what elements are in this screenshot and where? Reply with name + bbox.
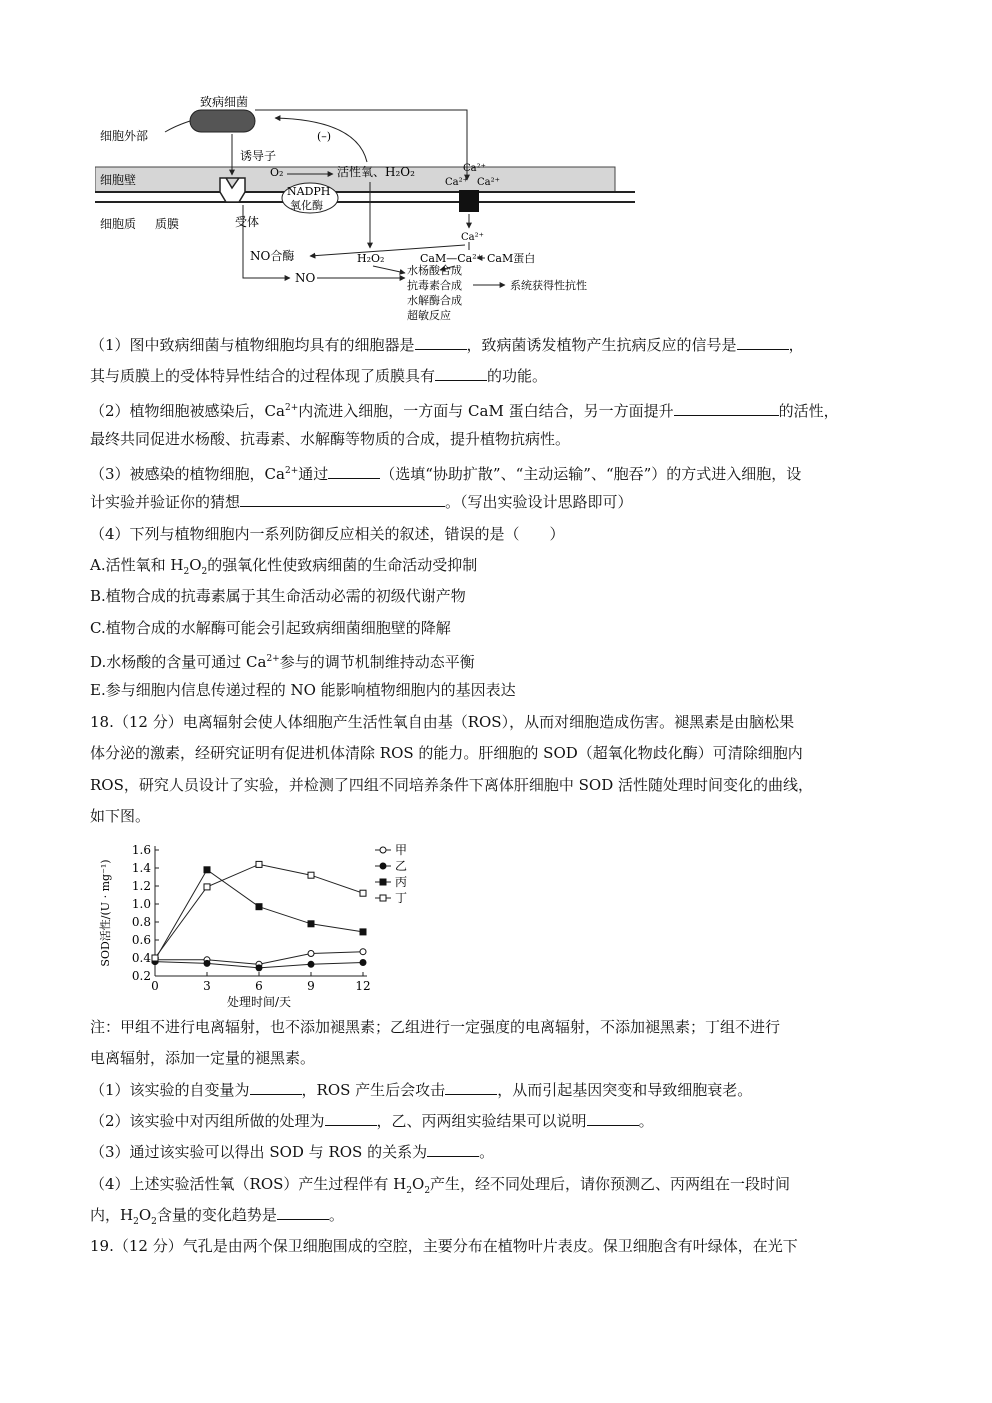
answer-blank[interactable] bbox=[445, 1080, 497, 1095]
cytoplasm-label: 细胞质 bbox=[100, 217, 137, 231]
ca-right-label: Ca²⁺ bbox=[477, 177, 500, 188]
option-b[interactable]: B.植物合成的抗毒素属于其生命活动必需的初级代谢产物 bbox=[90, 587, 466, 605]
output-1: 水杨酸合成 bbox=[407, 264, 462, 277]
y-tick-label: 1.2 bbox=[131, 879, 151, 893]
q18-line4: 如下图。 bbox=[90, 807, 151, 825]
nadph-label-2: 氧化酶 bbox=[290, 199, 323, 212]
answer-blank[interactable] bbox=[587, 1111, 639, 1126]
q19-line1: 19.（12 分）气孔是由两个保卫细胞围成的空腔，主要分布在植物叶片表皮。保卫细胞含有叶绿体，在光下 bbox=[90, 1237, 798, 1255]
data-point bbox=[360, 960, 366, 966]
data-point bbox=[308, 961, 314, 967]
q18-part4-line2: 内，$H_2O_2$含量的变化趋势是 。 bbox=[90, 1206, 344, 1227]
q18-part1: （1）该实验的自变量为 ，ROS 产生后会攻击 ，从而引起基因突变和导致细胞衰老。 bbox=[90, 1081, 753, 1099]
data-point bbox=[204, 867, 210, 873]
answer-blank[interactable] bbox=[240, 492, 445, 507]
y-tick-label: 1.6 bbox=[131, 843, 151, 857]
outside-label: 细胞外部 bbox=[100, 129, 149, 143]
legend-marker bbox=[380, 879, 386, 885]
answer-blank[interactable] bbox=[427, 1142, 479, 1157]
q17-part4-stem: （4）下列与植物细胞内一系列防御反应相关的叙述，错误的是（ ） bbox=[90, 525, 565, 543]
answer-blank[interactable] bbox=[277, 1205, 329, 1220]
q17-part1-line2: 其与质膜上的受体特异性结合的过程体现了质膜具有 的功能。 bbox=[90, 367, 548, 385]
y-tick-label: 0.2 bbox=[131, 969, 151, 983]
data-point bbox=[308, 921, 314, 927]
answer-blank[interactable] bbox=[325, 1111, 377, 1126]
output-3: 水解酶合成 bbox=[407, 294, 462, 307]
x-tick-label: 0 bbox=[151, 979, 159, 993]
x-tick-label: 12 bbox=[355, 979, 371, 993]
option-d[interactable]: D.水杨酸的含量可通过 $Ca^{2+}$参与的调节机制维持动态平衡 bbox=[90, 653, 475, 671]
y-tick-label: 0.8 bbox=[131, 915, 151, 929]
ca-in-label: Ca²⁺ bbox=[461, 232, 484, 243]
data-point bbox=[256, 861, 262, 867]
no-label: NO bbox=[295, 271, 316, 285]
o2-label: O₂ bbox=[270, 166, 284, 179]
y-tick-label: 0.6 bbox=[131, 933, 151, 947]
answer-blank[interactable] bbox=[737, 335, 789, 350]
option-c[interactable]: C.植物合成的水解酶可能会引起致病细菌细胞壁的降解 bbox=[90, 619, 451, 637]
data-point bbox=[360, 890, 366, 896]
wall-label: 细胞壁 bbox=[100, 173, 137, 187]
calcium-channel bbox=[459, 190, 479, 212]
data-point bbox=[360, 929, 366, 935]
data-point bbox=[308, 872, 314, 878]
option-e[interactable]: E.参与细胞内信息传递过程的 NO 能影响植物细胞内的基因表达 bbox=[90, 681, 516, 699]
data-point bbox=[308, 951, 314, 957]
answer-blank[interactable] bbox=[415, 335, 467, 350]
data-point bbox=[256, 904, 262, 910]
q18-note-line1: 注：甲组不进行电离辐射，也不添加褪黑素；乙组进行一定强度的电离辐射，不添加褪黑素；丁组不进行 bbox=[90, 1018, 781, 1036]
q18-part4-line1: （4）上述实验活性氧（ROS）产生过程伴有 $H_2O_2$产生，经不同处理后，请你预测乙、丙两组在一段时间 bbox=[90, 1175, 791, 1196]
q18-note-line2: 电离辐射，添加一定量的褪黑素。 bbox=[90, 1049, 316, 1067]
x-axis-label: 处理时间/天 bbox=[226, 995, 292, 1008]
membrane-label: 质膜 bbox=[155, 217, 180, 231]
legend-label: 甲 bbox=[395, 843, 408, 857]
y-tick-label: 1.4 bbox=[131, 861, 151, 875]
x-tick-label: 3 bbox=[203, 979, 211, 993]
y-axis-label: SOD活性/(U · mg⁻¹) bbox=[99, 859, 112, 967]
legend-marker bbox=[380, 895, 386, 901]
inducer-label: 诱导子 bbox=[240, 149, 277, 163]
q18-part2: （2）该实验中对丙组所做的处理为 ，乙、丙两组实验结果可以说明 。 bbox=[90, 1112, 654, 1130]
bacterium-label: 致病细菌 bbox=[200, 95, 249, 109]
cam-label: CaM蛋白 bbox=[487, 252, 536, 265]
bacterium-shape bbox=[190, 110, 255, 132]
q17-part2-line1: （2）植物细胞被感染后，$Ca^{2+}$内流进入细胞，一方面与 CaM 蛋白结合，另一方面提升 的活性， bbox=[90, 402, 839, 420]
data-point bbox=[360, 949, 366, 955]
sar-label: 系统获得性抗性 bbox=[510, 279, 587, 292]
output-2: 抗毒素合成 bbox=[407, 279, 462, 292]
ca-left-label: Ca²⁺ bbox=[445, 177, 468, 188]
q18-line1: 18.（12 分）电离辐射会使人体细胞产生活性氧自由基（ROS），从而对细胞造成伤害。褪黑素是由脑松果 bbox=[90, 713, 795, 731]
series-line bbox=[155, 864, 363, 958]
h2o2-label: H₂O₂ bbox=[357, 252, 385, 265]
legend-marker bbox=[380, 847, 386, 853]
nadph-label-1: NADPH bbox=[287, 185, 331, 198]
output-4: 超敏反应 bbox=[407, 309, 451, 322]
answer-blank[interactable] bbox=[674, 401, 779, 416]
sod-activity-chart bbox=[95, 838, 425, 1008]
q18-part3: （3）通过该实验可以得出 SOD 与 ROS 的关系为 。 bbox=[90, 1143, 495, 1161]
answer-blank[interactable] bbox=[435, 366, 487, 381]
cam-complex-label: CaM—Ca²⁺ bbox=[420, 252, 483, 265]
answer-blank[interactable] bbox=[328, 464, 380, 479]
legend-marker bbox=[380, 863, 386, 869]
data-point bbox=[204, 960, 210, 966]
q17-part3-line2: 计实验并验证你的猜想 。（写出实验设计思路即可） bbox=[90, 493, 633, 511]
plant-defense-diagram bbox=[95, 90, 640, 330]
legend-label: 丙 bbox=[395, 875, 408, 889]
negative-label: (–) bbox=[317, 130, 332, 143]
q17-part2-line2: 最终共同促进水杨酸、抗毒素、水解酶等物质的合成，提升植物抗病性。 bbox=[90, 430, 571, 448]
legend-label: 丁 bbox=[395, 891, 408, 905]
q18-line2: 体分泌的激素，经研究证明有促进机体清除 ROS 的能力。肝细胞的 SOD（超氧化物歧化酶）可清除细胞内 bbox=[90, 744, 803, 762]
data-point bbox=[152, 955, 158, 961]
answer-blank[interactable] bbox=[250, 1080, 302, 1095]
ros-label: 活性氧、H₂O₂ bbox=[337, 165, 415, 179]
q17-part1-line1: （1）图中致病细菌与植物细胞均具有的细胞器是 ，致病菌诱发植物产生抗病反应的信号是 ， bbox=[90, 336, 804, 354]
x-tick-label: 6 bbox=[255, 979, 263, 993]
receptor-label: 受体 bbox=[235, 215, 260, 229]
y-tick-label: 0.4 bbox=[131, 951, 151, 965]
ca-top-label: Ca²⁺ bbox=[463, 163, 486, 174]
y-tick-label: 1.0 bbox=[131, 897, 151, 911]
no-synthase-label: NO合酶 bbox=[250, 249, 295, 263]
q18-line3: ROS，研究人员设计了实验，并检测了四组不同培养条件下离体肝细胞中 SOD 活性随处理时间变化的曲线， bbox=[90, 776, 814, 794]
option-a[interactable]: A.活性氧和 $H_2O_2$的强氧化性使致病细菌的生命活动受抑制 bbox=[90, 556, 478, 577]
legend-label: 乙 bbox=[395, 859, 408, 873]
data-point bbox=[204, 884, 210, 890]
x-tick-label: 9 bbox=[307, 979, 315, 993]
q17-part3-line1: （3）被感染的植物细胞，$Ca^{2+}$通过 （选填“协助扩散”、“主动运输”、“胞吞”）的方式进入细胞，设 bbox=[90, 465, 802, 483]
data-point bbox=[256, 965, 262, 971]
